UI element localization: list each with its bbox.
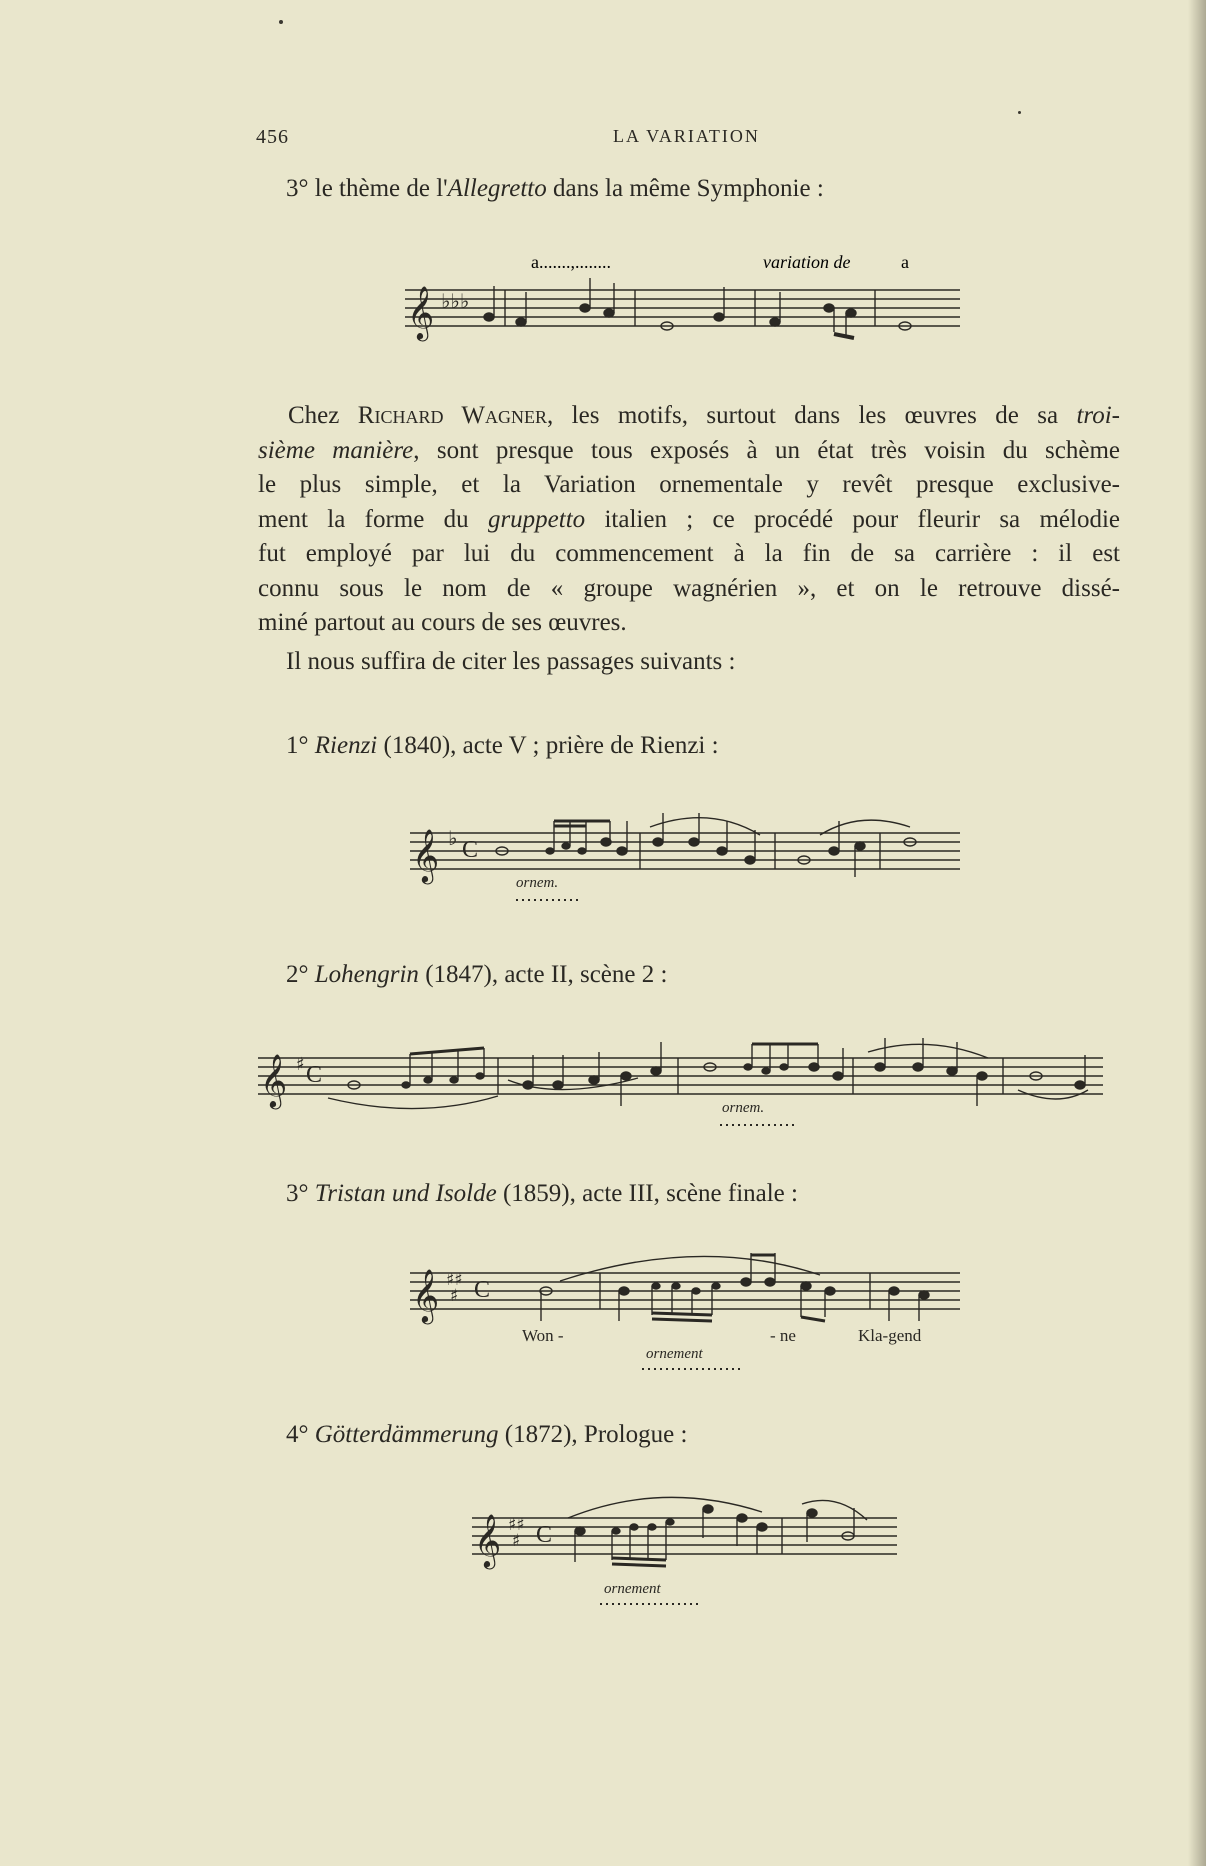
running-title: LA VARIATION (613, 126, 760, 146)
lyric-syllable: - ne (770, 1326, 796, 1345)
composer-name: Richard Wagner (357, 402, 548, 429)
svg-text:♯♯: ♯♯ (446, 1270, 463, 1290)
example-caption-rienzi: 1° Rienzi (1840), acte V ; prière de Rienzi : (286, 732, 719, 759)
paragraph-line: Chez Richard Wagner, les motifs, surtout dans les œuvres de sa troi- (288, 402, 1120, 429)
ornament-label: ornement (604, 1581, 661, 1597)
example-caption-lohengrin: 2° Lohengrin (1847), acte II, scène 2 : (286, 961, 668, 988)
paragraph-line: sième manière, sont presque tous exposés à un état très voisin du schème (258, 436, 1121, 464)
ornament-label: ornem. (722, 1100, 765, 1116)
work-title: Götterdämmerung (314, 1421, 499, 1448)
svg-text:C: C (536, 1522, 553, 1548)
page-number: 456 (256, 126, 289, 148)
example-caption-tristan: 3° Tristan und Isolde (1859), acte III, scène finale : (286, 1180, 798, 1207)
music-example-lohengrin (258, 1030, 1108, 1140)
example-caption-gotterdammerung: 4° Götterdämmerung (1872), Prologue : (286, 1421, 688, 1448)
paragraph-line-cite: Il nous suffira de citer les passages suivants : (286, 648, 736, 675)
paragraph-line: ment la forme du gruppetto italien ; ce procédé pour fleurir sa mélodie (258, 505, 1120, 533)
svg-text:C: C (474, 1277, 491, 1303)
svg-text:C: C (462, 837, 479, 863)
work-title: Tristan und Isolde (314, 1180, 497, 1207)
svg-text:♭: ♭ (448, 826, 458, 850)
svg-text:♯: ♯ (296, 1054, 305, 1075)
svg-text:C: C (306, 1062, 323, 1088)
label-a2: a (901, 252, 909, 272)
svg-text:♭♭♭: ♭♭♭ (441, 289, 470, 313)
work-title: Allegretto (447, 175, 547, 202)
page-edge-shadow (1188, 0, 1206, 1866)
music-example-rienzi (410, 805, 970, 905)
svg-text:♯: ♯ (450, 1286, 459, 1306)
ink-speck (279, 20, 283, 24)
ornament-label: ornement (646, 1346, 703, 1362)
paragraph-line: le plus simple, et la Variation ornementale y revêt presque exclusive- (258, 471, 1120, 498)
intro-line: 3° le thème de l'Allegretto dans la même Symphonie : (286, 175, 824, 202)
svg-text:𝄞: 𝄞 (412, 1268, 440, 1322)
music-example-tristan (410, 1245, 970, 1375)
music-example-gotterdammerung (472, 1490, 912, 1610)
ornament-label: ornem. (516, 875, 559, 891)
work-title: Rienzi (314, 732, 378, 759)
paragraph-line: connu sous le nom de « groupe wagnérien », et on le retrouve dissé- (258, 574, 1120, 602)
label-a: a.......,........ (531, 252, 611, 272)
work-title: Lohengrin (314, 961, 419, 988)
paragraph-line: fut employé par lui du commencement à la fin de sa carrière : il est (258, 540, 1120, 567)
svg-text:𝄞: 𝄞 (412, 828, 440, 882)
svg-text:𝄞: 𝄞 (474, 1513, 502, 1567)
svg-text:♯♯: ♯♯ (508, 1515, 525, 1535)
ink-speck (1018, 111, 1021, 114)
svg-text:𝄞: 𝄞 (260, 1053, 288, 1107)
body-paragraph (258, 399, 1120, 641)
page-header (0, 126, 1206, 156)
svg-text:♯: ♯ (512, 1531, 521, 1551)
music-example-allegretto (405, 250, 965, 350)
lyric-syllable: Kla-gend (858, 1326, 922, 1345)
paragraph-line: miné partout au cours de ses œuvres. (258, 609, 627, 636)
lyric-syllable: Won - (522, 1326, 564, 1345)
svg-text:𝄞: 𝄞 (407, 285, 435, 339)
label-variation: variation de (763, 252, 851, 272)
